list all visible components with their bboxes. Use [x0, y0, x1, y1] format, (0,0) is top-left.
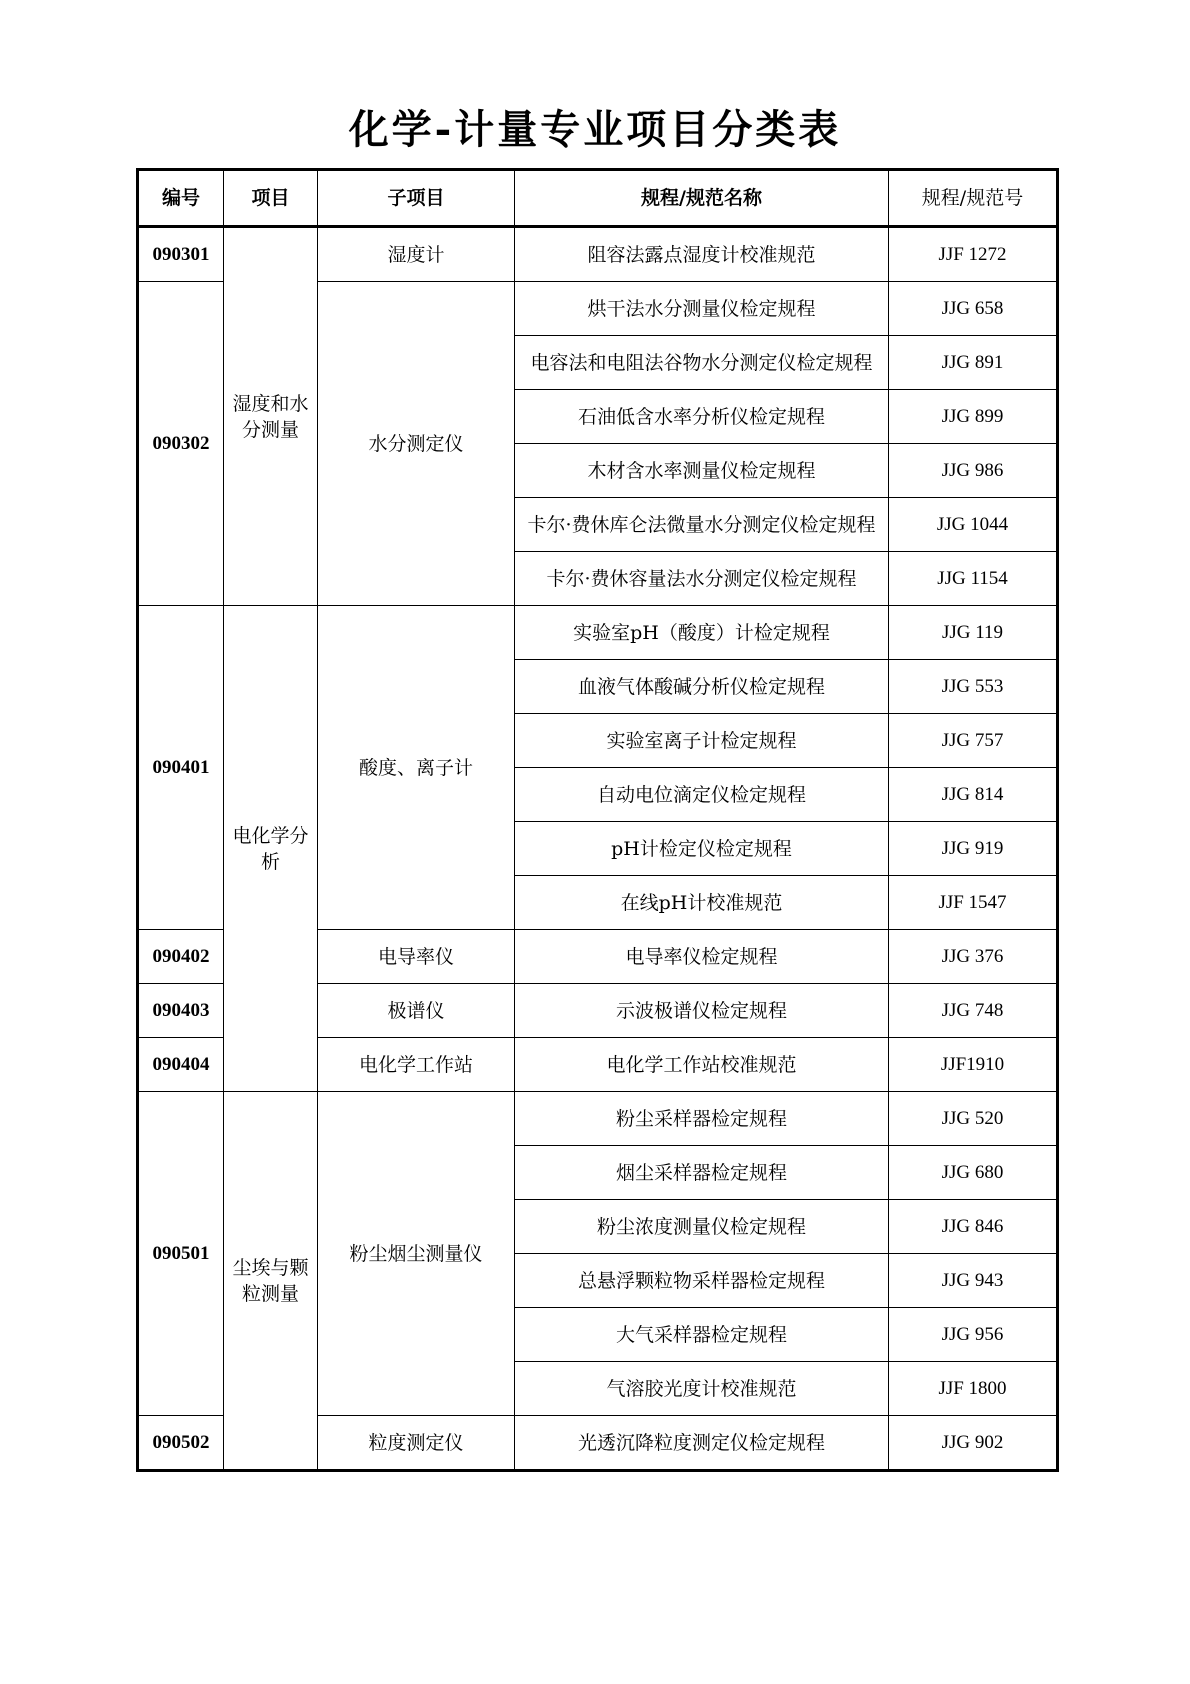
- standard-name: 卡尔·费休容量法水分测定仪检定规程: [515, 552, 889, 606]
- subitem-cell: 湿度计: [318, 227, 515, 282]
- item-code: 090403: [138, 984, 224, 1038]
- standard-number: JJG 919: [889, 822, 1058, 876]
- standard-name: 自动电位滴定仪检定规程: [515, 768, 889, 822]
- standard-name: 大气采样器检定规程: [515, 1308, 889, 1362]
- subitem-cell: 电导率仪: [318, 930, 515, 984]
- standard-name: 实验室离子计检定规程: [515, 714, 889, 768]
- subitem-cell: 粒度测定仪: [318, 1416, 515, 1471]
- standard-number: JJG 520: [889, 1092, 1058, 1146]
- standard-name: 光透沉降粒度测定仪检定规程: [515, 1416, 889, 1471]
- standard-name: 卡尔·费休库仑法微量水分测定仪检定规程: [515, 498, 889, 552]
- standard-name: 电化学工作站校准规范: [515, 1038, 889, 1092]
- standard-name: 示波极谱仪检定规程: [515, 984, 889, 1038]
- standard-name: 总悬浮颗粒物采样器检定规程: [515, 1254, 889, 1308]
- standard-name: 木材含水率测量仪检定规程: [515, 444, 889, 498]
- standard-name: 烘干法水分测量仪检定规程: [515, 282, 889, 336]
- table-row: [138, 606, 1058, 660]
- subitem-cell: 水分测定仪: [318, 282, 515, 606]
- standard-name: 电导率仪检定规程: [515, 930, 889, 984]
- standard-number: JJG 956: [889, 1308, 1058, 1362]
- standard-number: JJF 1547: [889, 876, 1058, 930]
- table-row: [138, 1092, 1058, 1146]
- standard-name: pH计检定仪检定规程: [515, 822, 889, 876]
- header-item: 项目: [224, 170, 318, 227]
- standard-number: JJG 680: [889, 1146, 1058, 1200]
- standard-number: JJG 658: [889, 282, 1058, 336]
- header-subitem: 子项目: [318, 170, 515, 227]
- item-code: 090402: [138, 930, 224, 984]
- standard-name: 电容法和电阻法谷物水分测定仪检定规程: [515, 336, 889, 390]
- subitem-cell: 极谱仪: [318, 984, 515, 1038]
- standard-number: JJG 846: [889, 1200, 1058, 1254]
- standard-name: 粉尘采样器检定规程: [515, 1092, 889, 1146]
- standard-number: JJG 814: [889, 768, 1058, 822]
- standard-name: 血液气体酸碱分析仪检定规程: [515, 660, 889, 714]
- standard-number: JJG 899: [889, 390, 1058, 444]
- standard-name: 阻容法露点湿度计校准规范: [515, 227, 889, 282]
- standard-number: JJG 748: [889, 984, 1058, 1038]
- standard-name: 在线pH计校准规范: [515, 876, 889, 930]
- standard-number: JJG 1044: [889, 498, 1058, 552]
- standard-number: JJG 1154: [889, 552, 1058, 606]
- table-row: [138, 227, 1058, 282]
- item-code: 090501: [138, 1092, 224, 1416]
- standard-number: JJG 891: [889, 336, 1058, 390]
- standard-number: JJG 943: [889, 1254, 1058, 1308]
- standard-number: JJF 1272: [889, 227, 1058, 282]
- subitem-cell: 酸度、离子计: [318, 606, 515, 930]
- header-row: [138, 170, 1058, 227]
- category-cell: 电化学分析: [224, 606, 318, 1092]
- standard-number: JJG 553: [889, 660, 1058, 714]
- standard-number: JJG 757: [889, 714, 1058, 768]
- standard-number: JJG 986: [889, 444, 1058, 498]
- item-code: 090502: [138, 1416, 224, 1471]
- subitem-cell: 电化学工作站: [318, 1038, 515, 1092]
- standard-number: JJG 376: [889, 930, 1058, 984]
- category-cell: 湿度和水分测量: [224, 227, 318, 606]
- standard-name: 烟尘采样器检定规程: [515, 1146, 889, 1200]
- page-title: 化学-计量专业项目分类表: [348, 106, 842, 153]
- standard-name: 实验室pH（酸度）计检定规程: [515, 606, 889, 660]
- header-name: 规程/规范名称: [515, 170, 889, 227]
- standard-number: JJF1910: [889, 1038, 1058, 1092]
- item-code: 090301: [138, 227, 224, 282]
- item-code: 090302: [138, 282, 224, 606]
- classification-table: [136, 168, 1059, 1472]
- item-code: 090401: [138, 606, 224, 930]
- standard-number: JJG 119: [889, 606, 1058, 660]
- category-cell: 尘埃与颗粒测量: [224, 1092, 318, 1471]
- standard-name: 粉尘浓度测量仪检定规程: [515, 1200, 889, 1254]
- standard-name: 石油低含水率分析仪检定规程: [515, 390, 889, 444]
- header-number: 规程/规范号: [889, 170, 1058, 227]
- header-code: 编号: [138, 170, 224, 227]
- standard-number: JJF 1800: [889, 1362, 1058, 1416]
- standard-number: JJG 902: [889, 1416, 1058, 1471]
- standard-name: 气溶胶光度计校准规范: [515, 1362, 889, 1416]
- subitem-cell: 粉尘烟尘测量仪: [318, 1092, 515, 1416]
- item-code: 090404: [138, 1038, 224, 1092]
